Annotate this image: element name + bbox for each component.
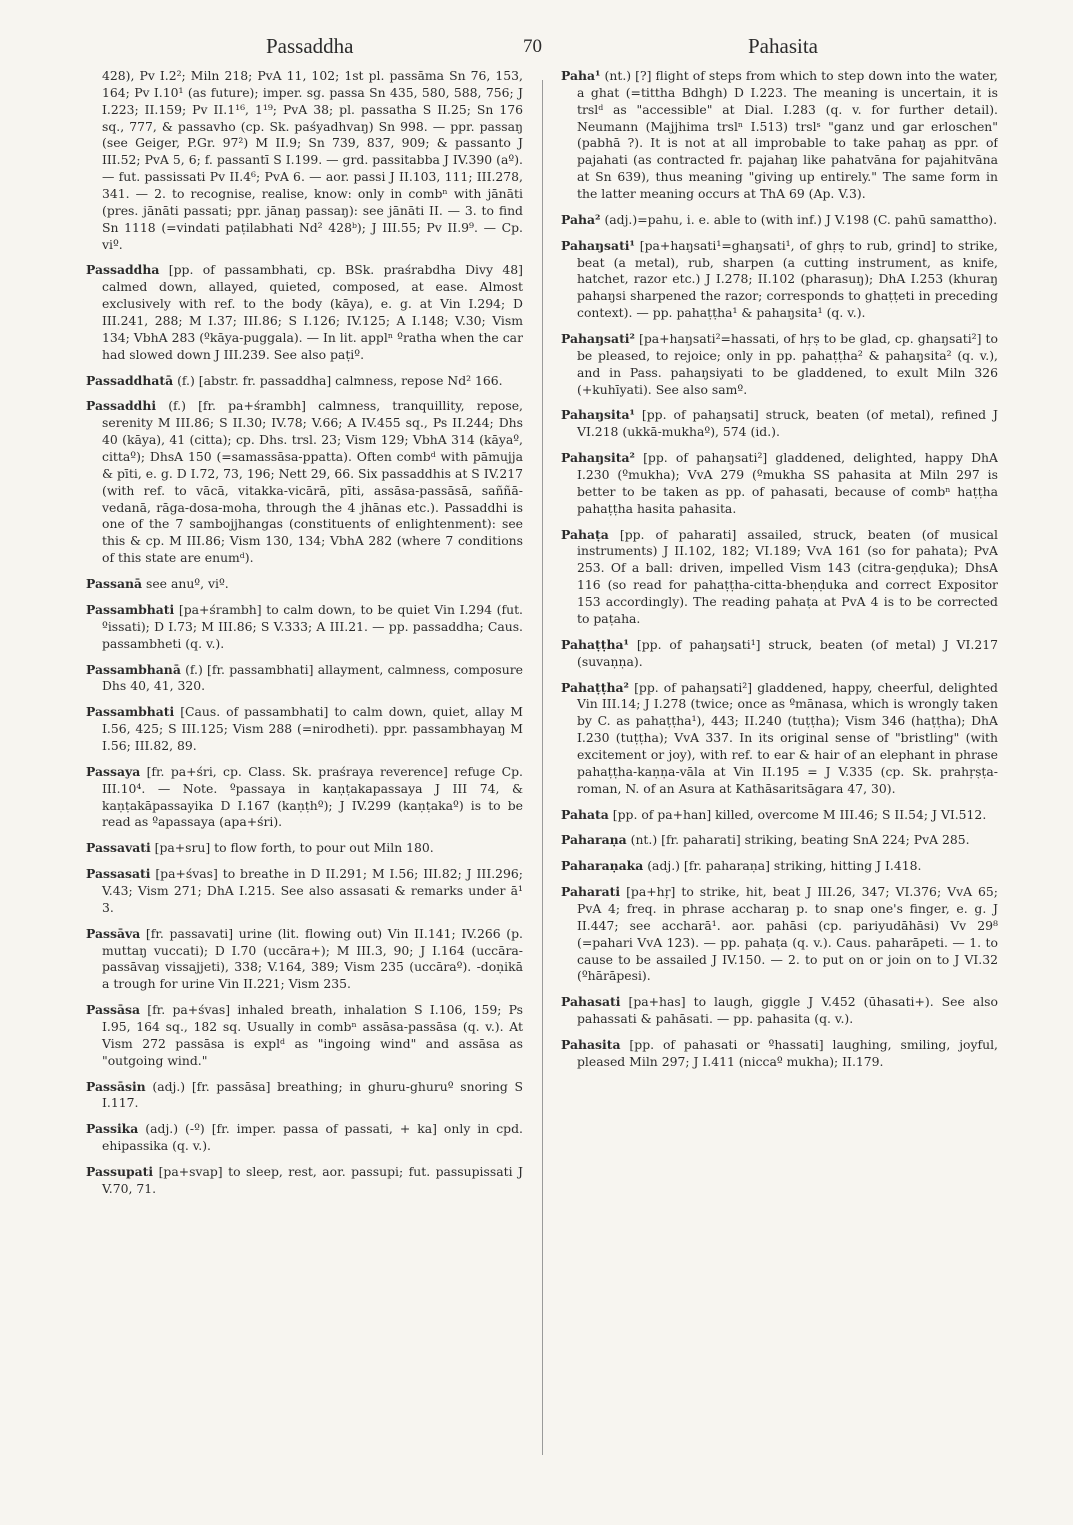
entry-body: [pa+sru] to flow forth, to pour out Miln 180. [154,840,434,856]
entry-headword: Passāva [86,925,141,941]
dictionary-entry [561,680,998,798]
dictionary-entry [86,262,523,363]
entry-body: (adj.)=pahu, i. e. able to (with inf.) J V.198 (C. pahū samattho). [604,211,998,227]
dictionary-entry [86,704,523,755]
entry-headword: Pahaŋsati¹ [561,237,635,253]
dictionary-entry [86,1079,523,1113]
entry-body: [fr. pa+śvas] inhaled breath, inhalation S I.106, 159; Ps I.95, 164 sq., 182 sq. Usually in combⁿ assāsa-passāsa (q. v.). At Vism 272 passāsa is explᵈ as "ingoing wind" and assāsa as "outgoing wind." [102,1002,523,1068]
entry-headword: Passambhati [86,704,175,720]
entry-body: 428), Pv I.2²; Miln 218; PvA 11, 102; 1st pl. passāma Sn 76, 153, 164; Pv I.10¹ (as future); imper. sg. passa Sn 435, 580, 588, 756; J I.223; II.159; Pv II.1¹⁶, 1¹⁹; PvA 38; pl. passatha S II.25; Sn 176 sq., 777, & passavho (cp. Sk. paśyadhvaŋ) Sn 998. — ppr. passaŋ (see Geiger, P.Gr. 97²) M II.9; Sn 739, 837, 909; & passanto J III.52; PvA 5, 6; f. passantī S I.199. — grd. passitabba J IV.390 (aº). — fut. passissati Pv II.4⁶; PvA 6. — aor. passi J II.103, 111; III.278, 341. — 2. to recognise, realise, know: only in combⁿ with jānāti (pres. jānāti passati; ppr. jānaŋ passaŋ): see jānāti II. — 3. to find Sn 1118 (=vindati paṭilabhati Nd² 428ᵇ); J III.55; Pv II.9⁹. — Cp. viº. [102,68,523,252]
dictionary-entry [86,764,523,831]
entry-body: [pp. of pahaŋsati²] gladdened, delighted, happy DhA I.230 (ºmukha); VvA 279 (ºmukha SS pahasita at Miln 297 is better to be taken as pp. of pahasati, because of combⁿ haṭṭha pahaṭṭha hasita pahasita. [577,450,998,516]
dictionary-entry [561,212,998,229]
dictionary-entry [561,1037,998,1071]
dictionary-entry [86,1121,523,1155]
entry-body: see anuº, viº. [145,576,229,592]
entry-body: [pa+svap] to sleep, rest, aor. passupi; fut. passupissati J V.70, 71. [102,1163,523,1196]
entry-body: (adj.) (-º) [fr. imper. passa of passati, + ka] only in cpd. ehipassika (q. v.). [102,1121,523,1154]
entry-headword: Paharaṇa [561,832,627,848]
dictionary-entry [86,398,523,567]
entry-headword: Pahaṭṭha² [561,679,629,695]
entry-headword: Paharati [561,884,621,900]
entry-body: (nt.) [?] flight of steps from which to step down into the water, a ghat (=tittha Bdhgh) D I.223. The meaning is uncertain, it is trslᵈ as "accessible" at Dial. I.283 (q. v. for further detail). Neumann (Majjhima trslⁿ I.513) trslˢ "ganz und gar erloschen" (pabhā ?). It is not at all improbable to take pahaŋ as ppr. of pajahati (as contracted fr. pajahaŋ like pahatvāna for pajahitvāna at Sn 639), thus meaning "giving up entirely." The same form in the latter meaning occurs at ThA 69 (Ap. V.3). [577,68,998,202]
entry-headword: Paha¹ [561,68,601,83]
entry-headword: Passāsin [86,1078,146,1094]
entry-body: [pa+haŋsati²=hassati, of hṛṣ to be glad, cp. ghaŋsati²] to be pleased, to rejoice; only in pp. pahaṭṭha² & pahaŋsita² (q. v.), and in Pass. pahaŋsiyati to be gladdened, to exult Miln 326 (+kuhīyati). See also samº. [577,331,998,397]
dictionary-entry [561,450,998,517]
entry-headword: Passanā [86,576,143,592]
entry-body: [pp. of pahasati or ºhassati] laughing, smiling, joyful, pleased Miln 297; J I.411 (niccaº mukha); II.179. [577,1036,998,1069]
entry-body: (f.) [fr. pa+śrambh] calmness, tranquillity, repose, serenity M III.86; S II.30; IV.78; V.66; A IV.455 sq., Ps II.244; Dhs 40 (kāya), 41 (citta); cp. Dhs. trsl. 23; Vism 129; VbhA 314 (kāyaº, cittaº); DhsA 150 (=samassāsa-ppatta). Often combᵈ with pāmujja & pīti, e. g. D I.72, 73, 196; Nett 29, 66. Six passaddhis at S IV.217 (with ref. to vācā, vitakka-vicārā, pīti, assāsa-passāsā, saññā-vedanā, rāga-dosa-moha, through the 4 jhānas etc.). Passaddhi is one of the 7 sambojjhangas (constituents of enlightenment): see this & cp. M III.86; Vism 130, 134; VbhA 282 (where 7 conditions of this state are enumᵈ). [102,398,523,566]
dictionary-entry [561,331,998,398]
entry-headword: Passāsa [86,1002,140,1018]
entry-headword: Passambhati [86,601,175,617]
entry-headword: Passaddhatā [86,372,174,388]
entry-body: [pp. of pa+han] killed, overcome M III.46; S II.54; J VI.512. [612,806,987,822]
entry-headword: Paha² [561,211,601,227]
right-guide-word: Pahasita [748,34,818,58]
left-column [86,68,523,1508]
dictionary-entry [86,840,523,857]
entry-headword: Passasati [86,866,151,882]
page-header [0,30,1073,64]
column-divider [542,80,543,1455]
entry-headword: Passambhanā [86,661,181,677]
dictionary-entry [561,527,998,628]
dictionary-entry [86,576,523,593]
entry-headword: Pahaṭa [561,526,609,542]
entry-body: (f.) [abstr. fr. passaddha] calmness, repose Nd² 166. [177,372,503,388]
entry-body: [pp. of pahaŋsati¹] struck, beaten (of metal) J VI.217 (suvaṇṇa). [577,636,998,669]
entry-body: [pp. of pahaŋsati²] gladdened, happy, cheerful, delighted Vin III.14; J I.278 (twice; once as ºmānasa, which is wrongly taken by C. as pahaṭṭha¹), 443; II.240 (tuṭṭha); Vism 346 (haṭṭha); DhA I.230 (tuṭṭha); VvA 337. In its original sense of "bristling" (with excitement or joy), with ref. to ear & hair of an elephant in phrase pahaṭṭha-kaṇṇa-vāla at Vin II.195 = J V.335 (cp. Sk. prahṛṣṭa-roman, N. of an Asura at Kathāsaritsāgara 47, 30). [577,679,998,796]
entry-headword: Paharaṇaka [561,858,644,874]
entry-headword: Passika [86,1121,139,1137]
entry-headword: Pahaŋsati² [561,331,635,347]
entry-headword: Passaddha [86,262,160,278]
entry-headword: Passaya [86,763,141,779]
dictionary-entry [561,832,998,849]
entry-body: [pa+haŋsati¹=ghaŋsati¹, of ghṛṣ to rub, grind] to strike, beat (a metal), rub, sharpen (a cutting instrument, as knife, hatchet, razor etc.) J I.278; II.102 (pharasuŋ); DhA I.253 (khuraŋ pahaŋsi sharpened the razor; corresponds to ghaṭṭeti in preceding context). — pp. pahaṭṭha¹ & pahaŋsita¹ (q. v.). [577,237,998,321]
left-guide-word: Passaddha [266,34,354,58]
entry-headword: Pahaŋsita² [561,450,635,466]
dictionary-entry [86,662,523,696]
entry-body: [fr. pa+śri, cp. Class. Sk. praśraya reverence] refuge Cp. III.10⁴. — Note. ºpassaya in kaṇṭakapassaya J III 74, & kaṇṭakāpassayika D I.167 (kaṇṭhº); J IV.299 (kaṇṭakaº) is to be read as ºapassaya (apa+śri). [102,763,523,830]
entry-headword: Pahasita [561,1036,621,1052]
page-number: 70 [523,36,542,57]
entry-body: [Caus. of passambhati] to calm down, quiet, allay M I.56, 425; S III.125; Vism 288 (=nirodheti). ppr. passambhayaŋ M I.56; III.82, 89. [102,704,523,753]
entry-body: (nt.) [fr. paharati] striking, beating SnA 224; PvA 285. [630,832,970,848]
dictionary-entry [86,1164,523,1198]
right-column [561,68,998,1508]
dictionary-entry [561,858,998,875]
dictionary-entry [86,1002,523,1069]
entry-headword: Passaddhi [86,398,157,414]
entry-body: [pa+śrambh] to calm down, to be quiet Vin I.294 (fut. ºissati); D I.73; M III.86; S V.333; A III.21. — pp. passaddha; Caus. passambheti (q. v.). [102,601,523,651]
entry-headword: Passupati [86,1163,154,1179]
entry-headword: Pahaṭṭha¹ [561,636,629,652]
entry-body: [fr. passavati] urine (lit. flowing out) Vin II.141; IV.266 (p. muttaŋ vuccati); D I.70 (uccāra+); M III.3, 90; J I.164 (uccāra-passāvaŋ vissajjeti), 338; V.164, 389; Vism 235 (uccāraº). -doṇikā a trough for urine Vin II.221; Vism 235. [102,925,523,992]
entry-body: [pa+hṛ] to strike, hit, beat J III.26, 347; VI.376; VvA 65; PvA 4; freq. in phrase accharaŋ p. to snap one's finger, e. g. J II.447; see accharā¹. aor. pahāsi (cp. pariyudāhāsi) Vv 29⁸ (=pahari VvA 123). — pp. pahaṭa (q. v.). Caus. paharāpeti. — 1. to cause to be assailed J IV.150. — 2. to put on or join on to J VI.32 (ºhārāpesi). [577,884,998,984]
dictionary-entry [561,407,998,441]
entry-body: [pp. of passambhati, cp. BSk. praśrabdha Divy 48] calmed down, allayed, quieted, composed, at ease. Almost exclusively with ref. to the body (kāya), e. g. at Vin I.294; D III.241, 288; M I.37; III.86; S I.126; IV.125; A I.148; V.30; Vism 134; VbhA 283 (ºkāya-puggala). — In lit. applⁿ ºratha when the car had slowed down J III.239. See also paṭiº. [102,262,523,362]
entry-headword: Pahata [561,806,609,822]
dictionary-entry [561,807,998,824]
entry-body: (adj.) [fr. passāsa] breathing; in ghuru-ghuruº snoring S I.117. [102,1078,523,1111]
dictionary-entry [561,637,998,671]
entry-body: [pa+śvas] to breathe in D II.291; M I.56; III.82; J III.296; V.43; Vism 271; DhA I.215. See also assasati & remarks under ā¹ 3. [102,866,523,915]
dictionary-entry [561,238,998,322]
dictionary-entry [86,373,523,390]
dictionary-entry [86,602,523,653]
entry-body: [pa+has] to laugh, giggle J V.452 (ūhasati+). See also pahassati & pahāsati. — pp. pahasita (q. v.). [577,994,998,1027]
dictionary-entry [86,68,523,253]
entry-body: (adj.) [fr. paharaṇa] striking, hitting J I.418. [647,858,922,874]
entry-headword: Pahasati [561,994,621,1010]
entry-headword: Pahaŋsita¹ [561,407,635,423]
dictionary-entry [86,926,523,993]
dictionary-entry [561,68,998,203]
entry-body: [pp. of pahaŋsati] struck, beaten (of metal), refined J VI.218 (ukkā-mukhaº), 574 (id.). [577,407,998,440]
dictionary-entry [561,994,998,1028]
dictionary-entry [86,866,523,917]
dictionary-entry [561,884,998,985]
entry-headword: Passavati [86,840,151,856]
entry-body: [pp. of paharati] assailed, struck, beaten (of musical instruments) J II.102, 182; VI.189; VvA 161 (so for pahata); PvA 253. Of a ball: driven, impelled Vism 143 (citra-geṇḍuka); DhsA 116 (so read for pahaṭṭha-citta-bheṇḍuka and correct Expositor 153 accordingly). The reading pahaṭa at PvA 4 is to be corrected to paṭaha. [577,526,998,626]
entry-body: (f.) [fr. passambhati] allayment, calmness, composure Dhs 40, 41, 320. [102,661,523,694]
